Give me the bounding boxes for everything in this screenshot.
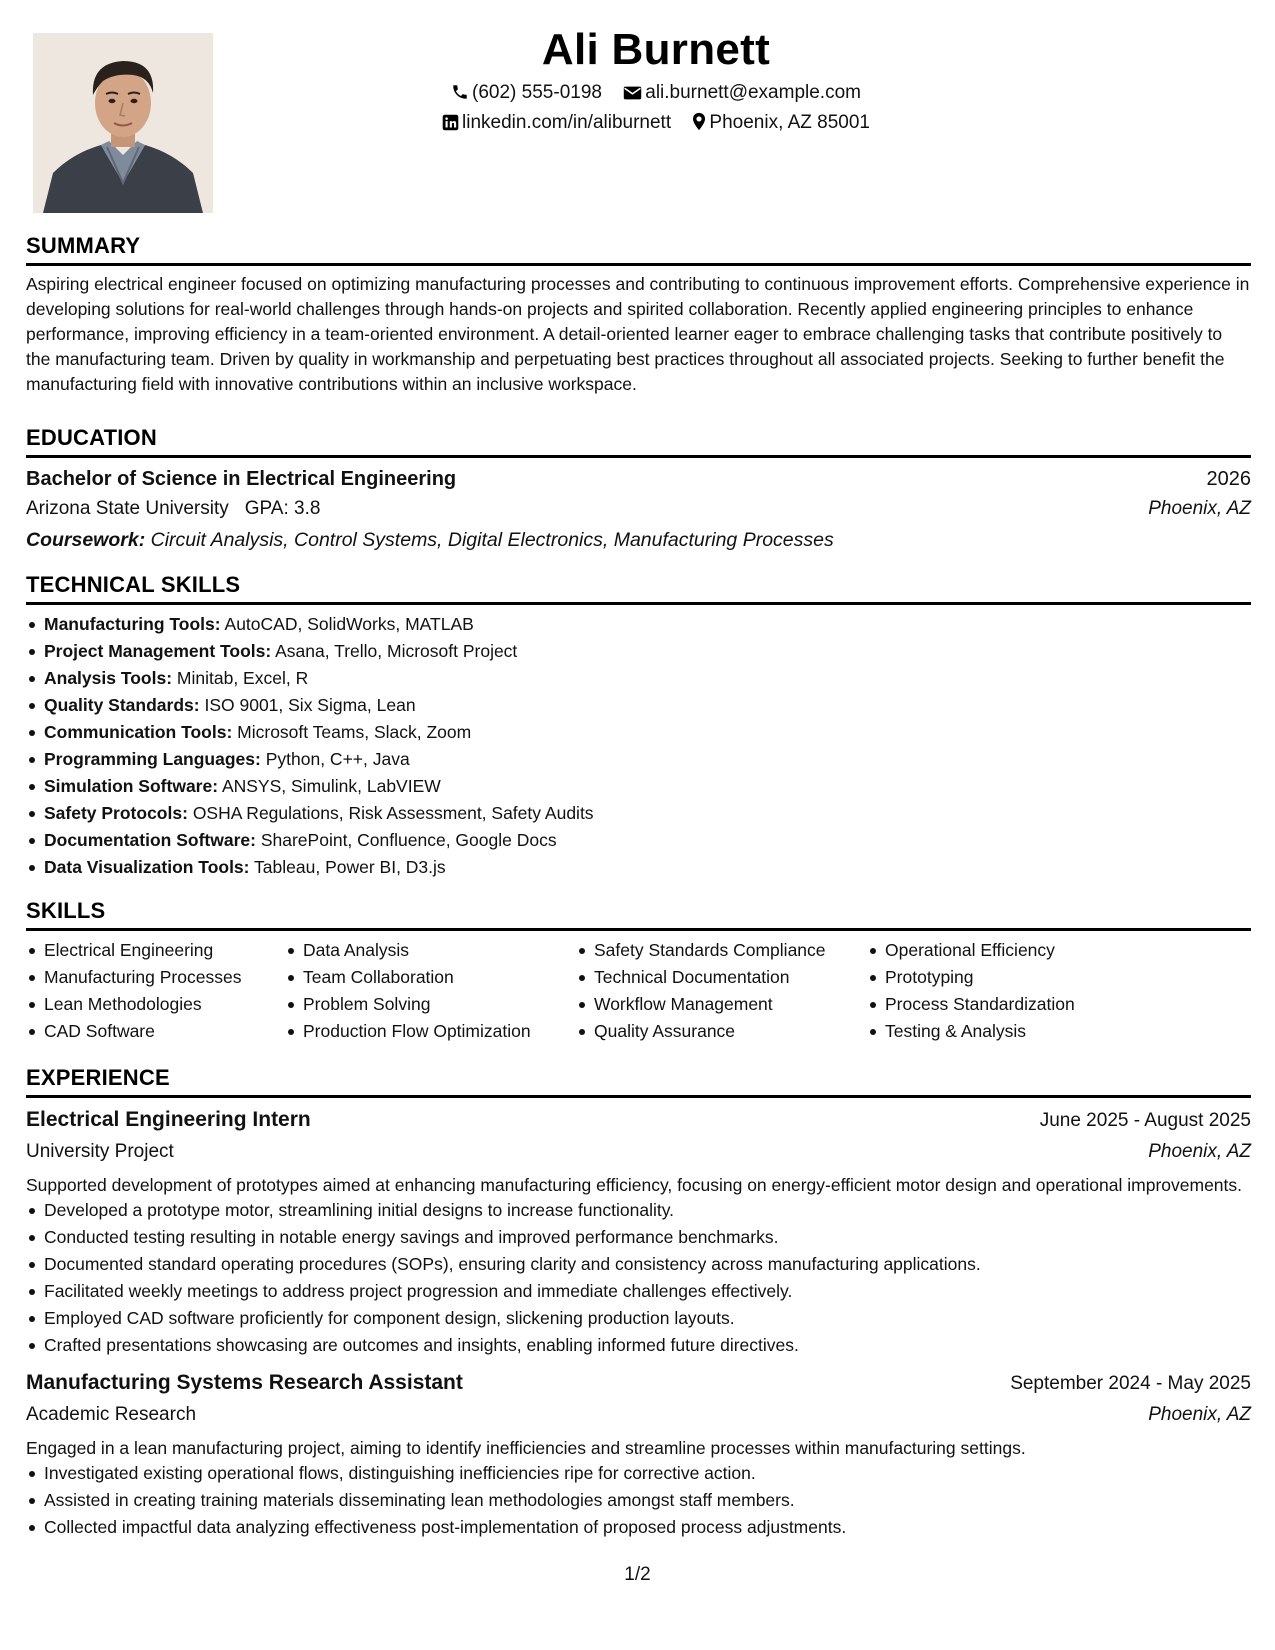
- coursework-list: Circuit Analysis, Control Systems, Digital Electronics, Manufacturing Processes: [150, 529, 834, 551]
- map-pin-icon: [692, 112, 706, 131]
- list-item: Data Analysis: [303, 937, 576, 964]
- job-subheader: [26, 1137, 1251, 1167]
- email-text: ali.burnett@example.com: [645, 82, 861, 103]
- list-item: Process Standardization: [885, 991, 1185, 1018]
- list-item: [44, 638, 1251, 665]
- list-item: Team Collaboration: [303, 964, 576, 991]
- job-date: June 2025 - August 2025: [1039, 1110, 1251, 1131]
- phone-text: (602) 555-0198: [472, 82, 602, 103]
- job-title: Manufacturing Systems Research Assistant: [26, 1371, 463, 1394]
- job-organization: Academic Research: [26, 1404, 197, 1425]
- skill-category: Simulation Software:: [44, 776, 219, 796]
- section-title: EXPERIENCE: [26, 1064, 1251, 1098]
- list-item: [44, 746, 1251, 773]
- skill-values: OSHA Regulations, Risk Assessment, Safety Audits: [192, 803, 594, 823]
- list-item: Developed a prototype motor, streamlining initial designs to increase functionality.: [44, 1197, 1251, 1224]
- resume-header: [226, 22, 1086, 138]
- job-subheader: [26, 1400, 1251, 1430]
- list-item: Electrical Engineering: [44, 937, 285, 964]
- skill-category: Data Visualization Tools:: [44, 857, 250, 877]
- list-item: Production Flow Optimization: [303, 1018, 576, 1045]
- experience-section: [26, 1064, 1251, 1541]
- job-bullets: [26, 1460, 1251, 1541]
- portrait-image: [33, 33, 213, 213]
- skill-category: Programming Languages:: [44, 749, 261, 769]
- skill-category: Analysis Tools:: [44, 668, 173, 688]
- list-item: Investigated existing operational flows, distinguishing inefficiencies ripe for corrective action.: [44, 1460, 1251, 1487]
- job-header: [26, 1367, 1251, 1400]
- skill-category: Safety Protocols:: [44, 803, 188, 823]
- skills-column: [26, 937, 285, 1045]
- skill-values: ANSYS, Simulink, LabVIEW: [221, 776, 441, 796]
- list-item: [44, 827, 1251, 854]
- skill-values: Minitab, Excel, R: [176, 668, 309, 688]
- list-item: Facilitated weekly meetings to address project progression and immediate challenges effectively.: [44, 1278, 1251, 1305]
- resume-page: [26, 0, 1251, 1650]
- list-item: Conducted testing resulting in notable energy savings and improved performance benchmarks.: [44, 1224, 1251, 1251]
- skill-category: Communication Tools:: [44, 722, 233, 742]
- coursework-label: Coursework:: [26, 529, 146, 551]
- technical-skills-list: [26, 611, 1251, 881]
- job-entry: [26, 1367, 1251, 1541]
- envelope-icon: [623, 85, 642, 101]
- list-item: [44, 665, 1251, 692]
- linkedin-text: linkedin.com/in/aliburnett: [462, 112, 672, 133]
- list-item: Employed CAD software proficiently for component design, slickening production layouts.: [44, 1305, 1251, 1332]
- school-name: Arizona State University: [26, 498, 229, 519]
- job-description: Supported development of prototypes aimed at enhancing manufacturing efficiency, focusing on energy-efficient motor design and operational improvements.: [26, 1175, 1243, 1195]
- skill-values: Python, C++, Java: [265, 749, 410, 769]
- linkedin-contact[interactable]: [442, 108, 671, 138]
- list-item: Collected impactful data analyzing effectiveness post-implementation of proposed process adjustments.: [44, 1514, 1251, 1541]
- skill-values: Microsoft Teams, Slack, Zoom: [237, 722, 472, 742]
- skill-values: Asana, Trello, Microsoft Project: [275, 641, 518, 661]
- location-contact: [692, 108, 870, 138]
- section-title: SUMMARY: [26, 232, 1251, 266]
- list-item: Safety Standards Compliance: [594, 937, 867, 964]
- list-item: [44, 692, 1251, 719]
- list-item: [44, 854, 1251, 881]
- candidate-name: Ali Burnett: [541, 25, 771, 74]
- list-item: [44, 611, 1251, 638]
- coursework: [26, 524, 1251, 556]
- list-item: [44, 719, 1251, 746]
- list-item: Operational Efficiency: [885, 937, 1185, 964]
- job-date: September 2024 - May 2025: [1010, 1373, 1251, 1394]
- summary-section: [26, 232, 1251, 397]
- skill-category: Documentation Software:: [44, 830, 256, 850]
- skills-section: [26, 897, 1251, 1045]
- skill-values: ISO 9001, Six Sigma, Lean: [204, 695, 416, 715]
- list-item: Lean Methodologies: [44, 991, 285, 1018]
- list-item: Workflow Management: [594, 991, 867, 1018]
- education-row-2: [26, 494, 1251, 524]
- school-location: Phoenix, AZ: [1148, 498, 1251, 519]
- list-item: Assisted in creating training materials disseminating lean methodologies amongst staff members.: [44, 1487, 1251, 1514]
- section-title: EDUCATION: [26, 424, 1251, 458]
- skill-category: Quality Standards:: [44, 695, 200, 715]
- education-row-1: [26, 464, 1251, 494]
- phone-contact: [451, 78, 602, 108]
- profile-photo: [33, 33, 213, 213]
- job-organization: University Project: [26, 1141, 174, 1162]
- location-text: Phoenix, AZ 85001: [709, 112, 870, 133]
- degree-name: Bachelor of Science in Electrical Engineering: [26, 468, 457, 490]
- list-item: Documented standard operating procedures (SOPs), ensuring clarity and consistency across manufacturing applications.: [44, 1251, 1251, 1278]
- job-bullets: [26, 1197, 1251, 1359]
- section-title: SKILLS: [26, 897, 1251, 931]
- list-item: Quality Assurance: [594, 1018, 867, 1045]
- email-contact[interactable]: [623, 78, 861, 108]
- list-item: Manufacturing Processes: [44, 964, 285, 991]
- skill-category: Manufacturing Tools:: [44, 614, 221, 634]
- page-number: 1/2: [624, 1564, 651, 1585]
- job-location: Phoenix, AZ: [1148, 1404, 1251, 1425]
- skills-column: [576, 937, 867, 1045]
- list-item: Problem Solving: [303, 991, 576, 1018]
- job-location: Phoenix, AZ: [1148, 1141, 1251, 1162]
- school-info: [26, 494, 320, 524]
- list-item: Crafted presentations showcasing are outcomes and insights, enabling informed future directives.: [44, 1332, 1251, 1359]
- linkedin-icon: [442, 114, 459, 131]
- skills-column: [867, 937, 1185, 1045]
- list-item: [44, 800, 1251, 827]
- list-item: Testing & Analysis: [885, 1018, 1185, 1045]
- summary-text: Aspiring electrical engineer focused on optimizing manufacturing processes and contributing to continuous improvement efforts. Comprehensive experience in developing solutions for real-world challenges through hands-on projects and spirited collaboration. Recently applied engineering principles to enhance performance, improving efficiency in a team-oriented environment. A detail-oriented learner eager to embrace challenging tasks that contribute positively to the manufacturing team. Driven by quality in workmanship and perpetuating best practices throughout all associated projects. Seeking to further benefit the manufacturing field with innovative contributions within an inclusive workspace.: [26, 274, 1250, 394]
- education-section: [26, 424, 1251, 556]
- skill-values: AutoCAD, SolidWorks, MATLAB: [224, 614, 474, 634]
- list-item: Prototyping: [885, 964, 1185, 991]
- job-header: [26, 1104, 1251, 1137]
- phone-icon: [451, 83, 469, 101]
- gpa: GPA: 3.8: [244, 498, 321, 519]
- graduation-date: 2026: [1206, 468, 1251, 490]
- list-item: Technical Documentation: [594, 964, 867, 991]
- skills-column: [285, 937, 576, 1045]
- job-description: Engaged in a lean manufacturing project, aiming to identify inefficiencies and streamline processes within manufacturing settings.: [26, 1438, 1026, 1458]
- list-item: CAD Software: [44, 1018, 285, 1045]
- list-item: [44, 773, 1251, 800]
- skill-category: Project Management Tools:: [44, 641, 272, 661]
- section-title: TECHNICAL SKILLS: [26, 571, 1251, 605]
- contact-line-1: [226, 78, 1086, 108]
- skill-values: SharePoint, Confluence, Google Docs: [260, 830, 557, 850]
- job-title: Electrical Engineering Intern: [26, 1108, 311, 1131]
- skills-grid: [26, 937, 1251, 1045]
- contact-line-2: [226, 108, 1086, 138]
- technical-skills-section: [26, 571, 1251, 881]
- job-entry: [26, 1104, 1251, 1359]
- skill-values: Tableau, Power BI, D3.js: [254, 857, 446, 877]
